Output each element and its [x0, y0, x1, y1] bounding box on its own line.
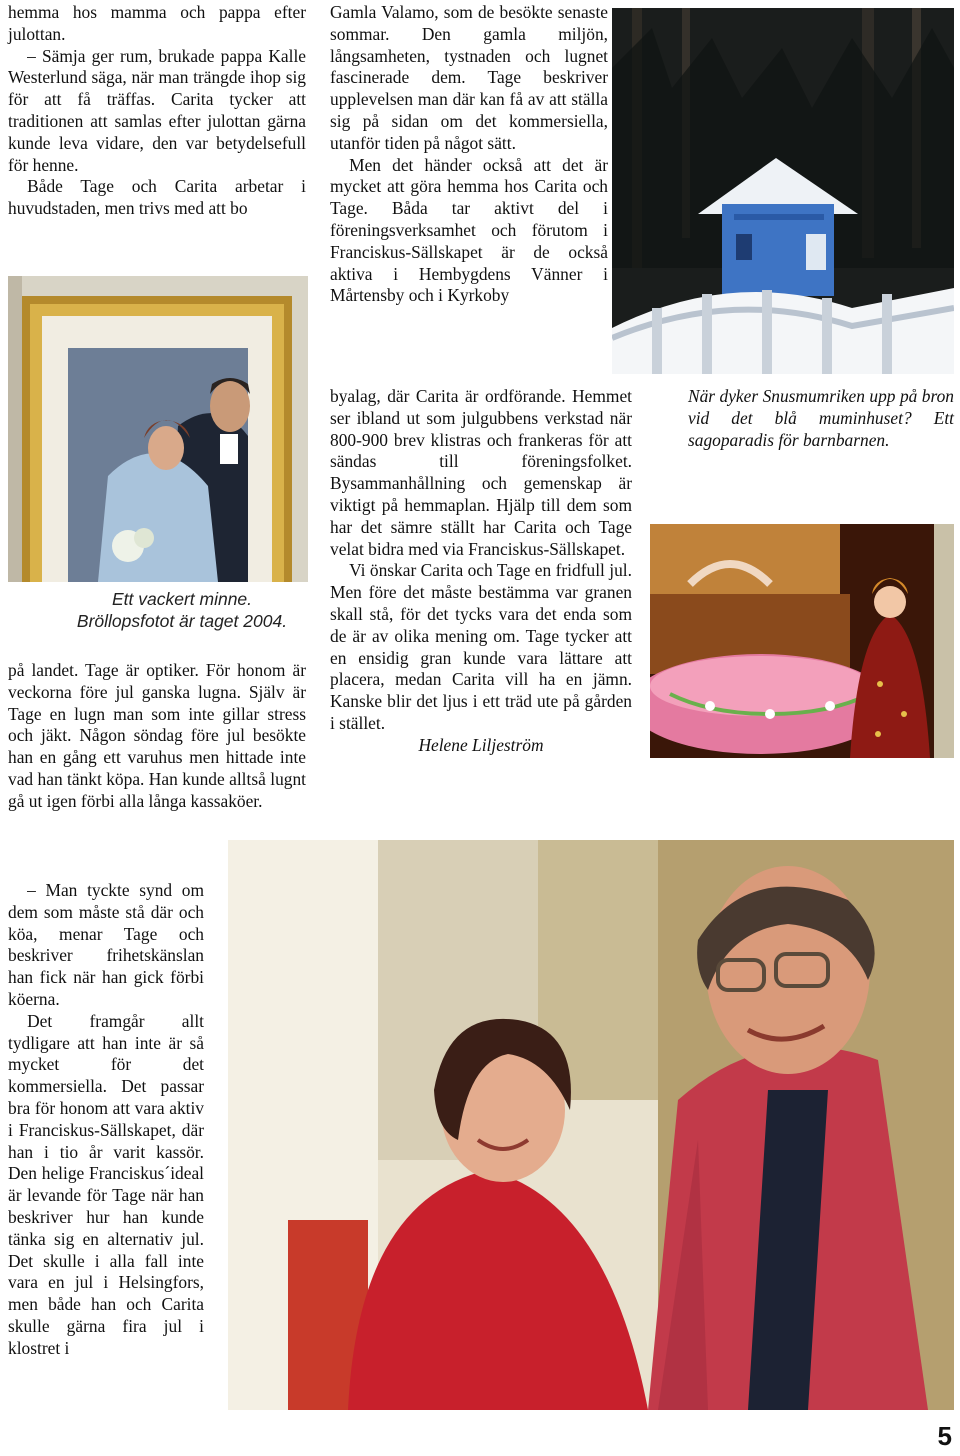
paragraph: Både Tage och Carita arbetar i huvudstaden, men trivs med att bo — [8, 176, 306, 219]
article-column-middle-top — [330, 2, 608, 307]
paragraph: Men det händer också att det är mycket att göra hemma hos Carita och Tage. Båda tar aktivt del i föreningsverksamhet och förutom i Franciskus-Sällskapet är de också aktiva i Hembygdens Vänner i Mårtensby och i Kyrkoby — [330, 154, 608, 306]
article-column-left-narrow — [8, 880, 204, 1360]
article-column-middle-bottom — [330, 386, 632, 757]
paragraph: på landet. Tage är optiker. För honom är veckorna före jul ganska lugna. Själv är Tage en lugn man som inte gillar stress och jäkt. Någon söndag före jul besökte han en gång ett varuhus men hittade inte vad han tänkt köpa. Han kunde alltså lugnt gå ut igen förbi alla långa kassaköer. — [8, 660, 306, 811]
couple-photo — [228, 840, 954, 1410]
paragraph: Det framgår allt tydligare att han inte är så mycket för det kommersiella. Det passar bra för honom att vara aktiv i Franciskus-Sällskapet, där han i tio år varit kassör. Den helige Franciskus´ideal är levande för Tage när han beskriver hur han kunde tänka sig en alternativ jul. Det skulle i alla fall inte vara en jul i Helsingfors, men både han och Carita skulle gärna fira jul i klostret i — [8, 1010, 204, 1358]
christmas-decoration-photo — [650, 524, 954, 758]
caption-line: Bröllopsfotot är taget 2004. — [76, 611, 288, 631]
mumin-house-caption: När dyker Snusmumriken upp på bron vid det blå muminhuset? Ett sagoparadis för barnbarnen. — [688, 386, 954, 450]
paragraph: – Man tyckte synd om dem som måste stå där och köa, menar Tage och beskriver frihetskänslan han fick när han gick förbi köerna. — [8, 880, 204, 1009]
paragraph: byalag, där Carita är ordförande. Hemmet ser ibland ut som julgubbens verkstad när 800-900 brev klistras och frankeras för att sändas till föreningsfolket. Bysammanhållning och gemenskap är viktigt på hemmaplan. Hjälp till dem som har det sämre ställt har Carita och Tage velat bidra med via Franciskus-Sällskapet. — [330, 386, 632, 559]
paragraph: Vi önskar Carita och Tage en fridfull jul. Men före det måste bestämma var granen skall stå, för det tycks vara det enda som de är av olika mening om. Tage tycker att en ensidig gran kunde vara lättare att placera, medan Carita vill ha en jämn. Kanske blir det ljus i ett träd ute på gården i stället. — [330, 560, 632, 733]
author-signature: Helene Liljeström — [418, 734, 544, 755]
wedding-photo — [8, 276, 308, 582]
caption-line: Ett vackert minne. — [111, 589, 253, 609]
mumin-house-photo — [612, 8, 954, 374]
page-number: 5 — [937, 1421, 952, 1451]
wedding-photo-caption — [70, 588, 294, 632]
article-column-left-bottom — [8, 660, 306, 813]
article-column-left-top — [8, 2, 306, 220]
paragraph: hemma hos mamma och pappa efter julottan. — [8, 2, 306, 44]
paragraph: Gamla Valamo, som de besökte senaste sommar. Den gamla miljön, långsamheten, tystnaden och lugnet fascinerade dem. Tage beskriver upplevelsen man där kan få av att ställa sig på sidan om det kommersiella, utanför tiden på något sätt. — [330, 2, 608, 153]
paragraph: – Sämja ger rum, brukade pappa Kalle Westerlund säga, när man trängde ihop sig för att få träffas. Carita tycker att traditionen att samlas efter julottan gärna kunde leva vidare, den var betydelsefull för henne. — [8, 45, 306, 175]
